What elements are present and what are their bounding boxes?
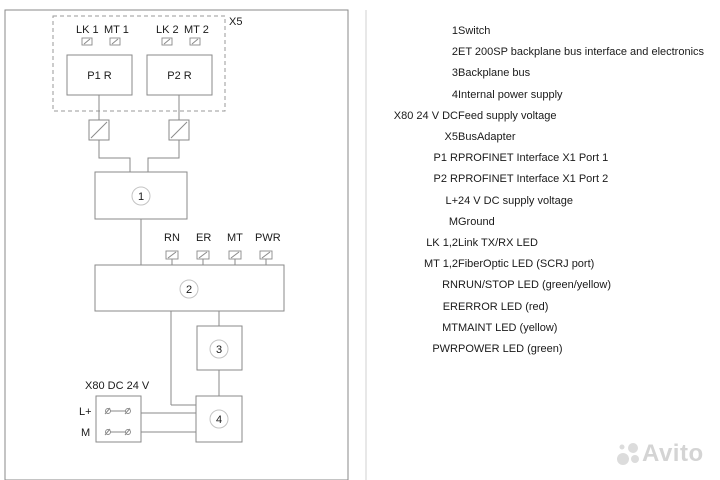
led-icon-rn: [166, 251, 178, 265]
legend-row: [368, 340, 720, 358]
legend-key: 1: [451, 25, 458, 37]
legend-row: [368, 298, 720, 316]
legend-description: Backplane bus: [458, 67, 531, 80]
legend-description: ET 200SP backplane bus interface and electronics: [458, 46, 705, 59]
legend-row: [368, 43, 720, 61]
legend-description: PROFINET Interface X1 Port 2: [458, 173, 609, 186]
terminal-label-lplus: L+: [79, 406, 92, 418]
led-label-lk2: LK 2: [156, 24, 179, 36]
legend-row: [368, 107, 720, 125]
legend-key: RN: [442, 279, 458, 292]
component-number-1: 1: [137, 191, 145, 203]
legend-row: [368, 319, 720, 337]
legend-key: M: [448, 215, 458, 228]
legend-description: RUN/STOP LED (green/yellow): [458, 279, 612, 292]
led-label-pwr: PWR: [255, 232, 281, 244]
led-icon-mt2: [190, 38, 200, 45]
supply-title: X80 DC 24 V: [85, 380, 150, 392]
led-label-mt2: MT 2: [184, 24, 209, 36]
legend-key: MT: [442, 321, 458, 334]
legend-description: Switch: [458, 25, 491, 37]
legend-description: POWER LED (green): [458, 343, 563, 355]
legend-description: BusAdapter: [458, 131, 516, 143]
component-number-3: 3: [215, 344, 223, 356]
watermark-text: Avito: [642, 440, 704, 467]
legend-row: [368, 86, 720, 104]
legend-row: [368, 234, 720, 252]
led-label-lk1: LK 1: [76, 24, 99, 36]
legend-description: Internal power supply: [458, 88, 563, 101]
legend-row: [368, 255, 720, 273]
legend-description: MAINT LED (yellow): [458, 321, 558, 334]
component-number-2: 2: [185, 284, 193, 296]
led-label-mt1: MT 1: [104, 24, 129, 36]
led-label-mt: MT: [227, 232, 243, 244]
led-icon-pwr: [260, 251, 272, 265]
legend-key: L+: [445, 194, 458, 207]
led-icon-mt: [229, 251, 241, 265]
legend-row: [368, 170, 720, 188]
legend-key: PWR: [432, 343, 458, 355]
connector-icon-2: [169, 120, 189, 140]
legend-description: Feed supply voltage: [458, 109, 557, 122]
legend-key: 3: [451, 67, 458, 80]
avito-logo-icon: [616, 440, 642, 470]
component-number-4: 4: [215, 414, 223, 426]
legend-description: Link TX/RX LED: [458, 237, 538, 249]
legend-description: 24 V DC supply voltage: [458, 194, 573, 207]
led-icon-lk1: [82, 38, 92, 45]
connector-icon-1: [89, 120, 109, 140]
legend-row: [368, 149, 720, 167]
port-p1-label: P1 R: [87, 70, 112, 82]
led-icon-er: [197, 251, 209, 265]
legend-key: 2: [451, 46, 458, 59]
bus-adapter-label: X5: [229, 16, 243, 28]
legend-description: PROFINET Interface X1 Port 1: [458, 152, 609, 165]
legend-key: LK 1,2: [426, 237, 458, 249]
legend-row: [368, 276, 720, 294]
legend-key: MT 1,2: [423, 258, 458, 271]
legend-key: 4: [451, 88, 458, 101]
led-icon-mt1: [110, 38, 120, 45]
led-icon-lk2: [162, 38, 172, 45]
legend-key: P1 R: [433, 152, 458, 165]
watermark: [616, 438, 716, 472]
legend-description: Ground: [458, 215, 495, 228]
legend-description: ERROR LED (red): [458, 300, 549, 313]
legend-row: [368, 192, 720, 210]
legend-key: X5: [444, 131, 458, 143]
legend-row: [368, 22, 720, 40]
terminal-label-m: M: [81, 427, 91, 439]
supply-terminal-box: [96, 396, 141, 442]
port-p2-label: P2 R: [167, 70, 192, 82]
legend-key: P2 R: [433, 173, 458, 186]
legend-row: [368, 64, 720, 82]
led-label-er: ER: [196, 232, 212, 244]
legend-key: ER: [442, 300, 458, 313]
legend-key: X80 24 V DC: [393, 109, 458, 122]
legend-row: [368, 128, 720, 146]
legend-row: [368, 213, 720, 231]
legend-description: FiberOptic LED (SCRJ port): [458, 258, 595, 271]
led-label-rn: RN: [164, 232, 180, 244]
